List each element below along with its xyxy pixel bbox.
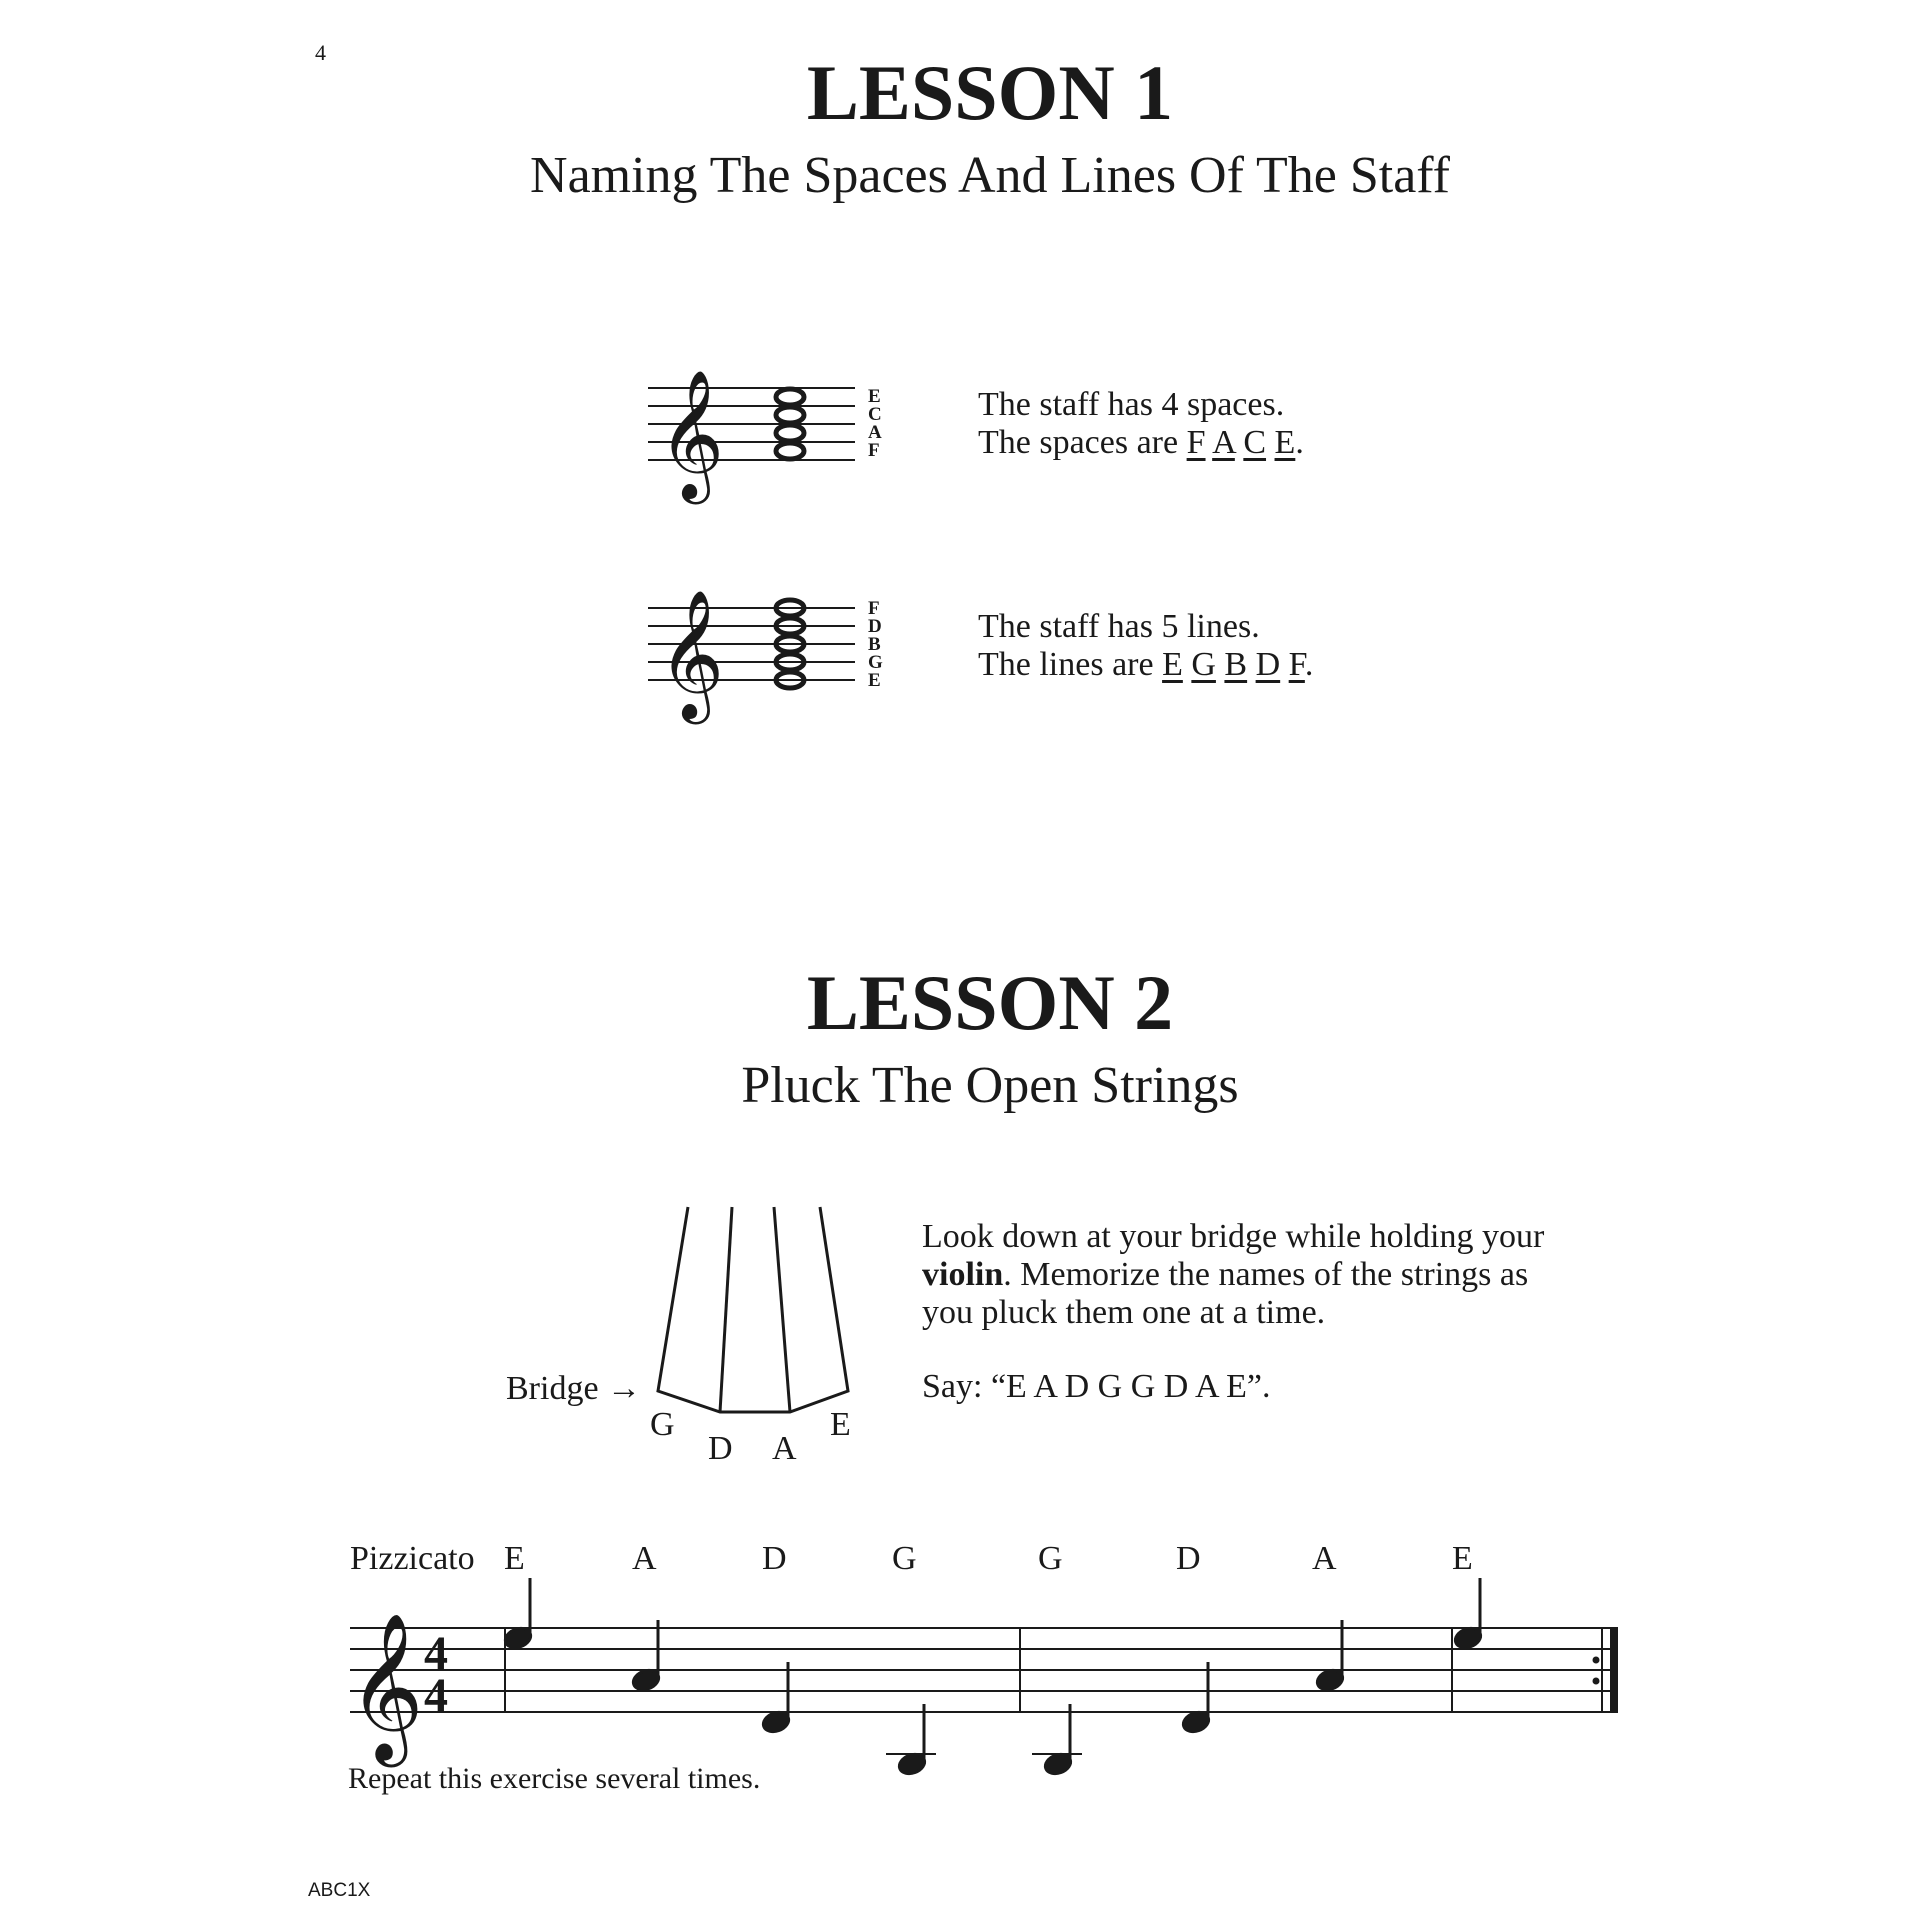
pizzicato-label: Pizzicato <box>350 1540 475 1577</box>
space-letter: C <box>868 404 882 425</box>
line-name: G <box>1191 646 1216 683</box>
svg-text:4: 4 <box>424 1627 448 1680</box>
space-name: C <box>1243 424 1267 461</box>
note-name: D <box>762 1540 787 1577</box>
spaces-staff-figure <box>640 360 900 500</box>
string-g-label: G <box>650 1406 675 1443</box>
lines-explanation <box>978 608 1313 684</box>
line-letter: B <box>868 634 881 655</box>
line-name: E <box>1162 646 1183 683</box>
note-name: E <box>1452 1540 1473 1577</box>
note-name: E <box>504 1540 525 1577</box>
lines-staff-figure <box>640 580 900 720</box>
spaces-line-1: The staff has 4 spaces. <box>978 386 1285 423</box>
space-name: A <box>1212 424 1235 461</box>
say-instruction: Say: “E A D G G D A E”. <box>922 1368 1271 1405</box>
line-name: D <box>1255 646 1281 683</box>
footer-code: ABC1X <box>308 1880 371 1901</box>
note-name: A <box>1312 1540 1337 1577</box>
svg-text:4: 4 <box>424 1669 448 1722</box>
line-name: F <box>1288 646 1305 683</box>
lines-prefix: The lines are <box>978 646 1163 683</box>
space-letter: E <box>868 386 881 407</box>
time-signature <box>424 1627 448 1722</box>
lines-line-2: The lines are E G B D F. <box>978 646 1314 683</box>
lesson-1-title: LESSON 1 <box>806 49 1174 136</box>
spaces-explanation <box>978 386 1304 462</box>
lesson-2-title: LESSON 2 <box>806 959 1174 1046</box>
string-e-label: E <box>830 1406 851 1443</box>
note-name: G <box>1038 1540 1063 1577</box>
treble-clef-icon: 𝄞 <box>658 369 725 499</box>
string-a-label: A <box>772 1430 797 1467</box>
space-name: F <box>1186 424 1206 461</box>
bridge-diagram <box>650 1205 870 1425</box>
spaces-line-2: The spaces are F A C E. <box>978 424 1304 461</box>
line-name: B <box>1224 646 1248 683</box>
space-name: E <box>1274 424 1296 461</box>
line-letter: G <box>868 652 883 673</box>
treble-clef-icon: 𝄞 <box>348 1612 424 1761</box>
space-letter: A <box>868 422 882 443</box>
lesson-1-subtitle: Naming The Spaces And Lines Of The Staff <box>530 147 1450 204</box>
line-letter: E <box>868 670 881 691</box>
space-letter: F <box>868 440 880 461</box>
treble-clef-icon: 𝄞 <box>658 589 725 719</box>
string-d-label: D <box>708 1430 733 1467</box>
note-name: D <box>1176 1540 1201 1577</box>
repeat-instruction: Repeat this exercise several times. <box>348 1762 761 1795</box>
note-name: G <box>892 1540 917 1577</box>
spaces-prefix: The spaces are <box>978 424 1187 461</box>
line-letter: F <box>868 598 880 619</box>
bridge-instructions: Look down at your bridge while holding your violin. Memorize the names of the strings as you pluck them one at a time. <box>922 1218 1545 1331</box>
bridge-label: Bridge → <box>506 1370 642 1407</box>
lesson-2-subtitle: Pluck The Open Strings <box>741 1057 1239 1114</box>
pizzicato-staff <box>340 1590 1630 1790</box>
page-number: 4 <box>315 40 326 65</box>
line-letter: D <box>868 616 882 637</box>
note-name: A <box>632 1540 657 1577</box>
violin-word: violin <box>922 1256 1004 1293</box>
lines-line-1: The staff has 5 lines. <box>978 608 1260 645</box>
